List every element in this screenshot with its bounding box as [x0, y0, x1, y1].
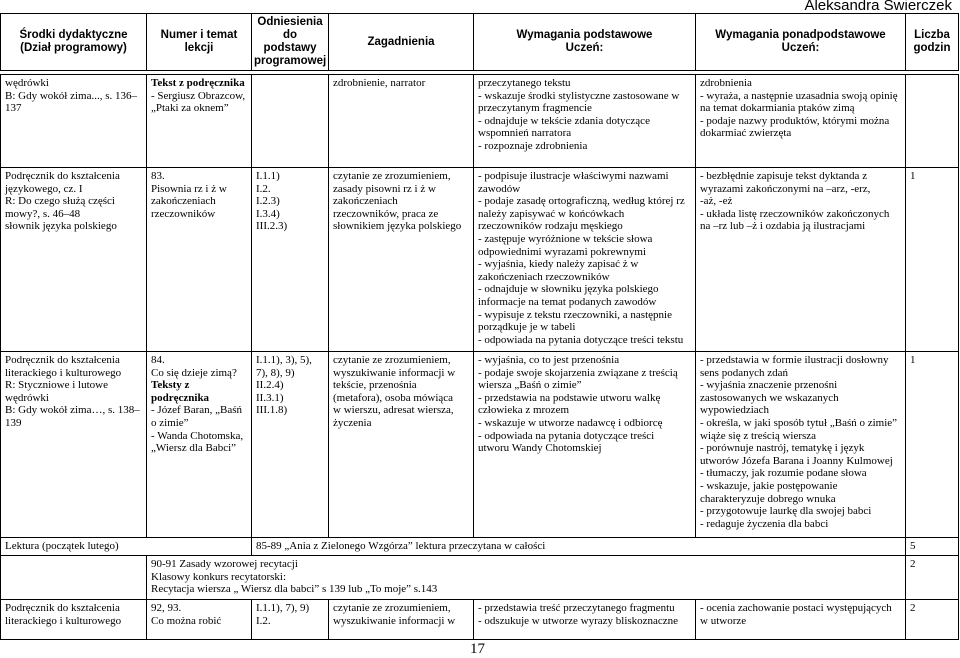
extended-req-cell-line: na temat dokarmiania ptaków zimą	[700, 102, 855, 115]
extended-req-cell-line: - wyjaśnia znaczenie przenośni	[700, 379, 838, 392]
basic-req-cell-line: - odpowiada na pytania dotyczące treści	[478, 429, 655, 442]
basic-req-cell	[474, 75, 696, 168]
basic-req-cell-line: - wypisuje z tekstu rzeczowniki, a następnie	[478, 308, 672, 321]
extended-req-cell-line: - redaguje życzenia dla babci	[700, 517, 829, 530]
hours-cell-line: 2	[910, 602, 916, 614]
extended-req-cell-line: - przygotowuje laurkę dla swojej babci	[700, 505, 872, 518]
lesson-cell-line: „Ptaki za oknem”	[151, 102, 229, 115]
basic-req-cell-line: - podpisuje ilustracje właściwymi nazwami	[478, 170, 669, 182]
extended-req-cell-line: - wyraża, a następnie uzasadnia swoją opinię	[700, 89, 898, 102]
hours-cell	[906, 352, 959, 538]
topics-cell-line: rzeczowników, praca ze	[333, 207, 439, 220]
basic-req-cell-line: - odnajduje w tekście zdania dotyczące	[478, 114, 650, 127]
lesson-cell-line: Pisownia rz i ż w	[151, 182, 227, 195]
table-row	[1, 168, 959, 352]
basic-req-cell-line: - przedstawia treść przeczytanego fragmentu	[478, 602, 675, 614]
topics-cell-line: tekście, przenośnia	[333, 379, 417, 392]
extended-req-cell-line: sens podanych zdań	[700, 366, 788, 379]
basic-req-cell-line: - wyjaśnia, co to jest przenośnia	[478, 354, 620, 366]
extended-req-cell-line: - tłumaczy, jak rozumie podane słowa	[700, 467, 867, 480]
basic-req-cell-line: - zastępuje wyróżnione w tekście słowa	[478, 232, 653, 245]
extended-req-cell-line: - wskazuje, jakie postępowanie	[700, 479, 838, 492]
topics-cell-line: słownikiem języka polskiego	[333, 220, 462, 233]
curriculum-ref-cell-line: I.1.1), 3), 5),	[256, 354, 312, 366]
materials-cell-line: B: Gdy wokół zima…, s. 138–	[5, 404, 140, 417]
curriculum-table	[0, 13, 959, 640]
materials-cell-line: B: Gdy wokół zima..., s. 136–	[5, 89, 137, 102]
extended-req-cell-line: wypowiedziach	[700, 404, 770, 417]
curriculum-ref-cell-line: I.1.1), 7), 9)	[256, 602, 310, 614]
topics-cell-line: czytanie ze zrozumieniem,	[333, 354, 451, 366]
materials-cell-line: językowego, cz. I	[5, 182, 83, 195]
basic-req-cell-line: rzeczowników rodzaju męskiego	[478, 220, 623, 233]
header-cell: Numer i temat lekcji	[147, 14, 252, 71]
extended-req-cell-line: - ocenia zachowanie postaci występujących	[700, 602, 892, 614]
extended-req-cell-line: - bezbłędnie zapisuje tekst dyktanda z	[700, 170, 868, 182]
materials-cell-line: 139	[5, 416, 22, 429]
extended-req-cell-line: utworów Józefa Barana i Joanny Kulmowej	[700, 454, 893, 467]
basic-req-cell	[474, 352, 696, 538]
curriculum-ref-cell	[252, 75, 329, 168]
curriculum-ref-cell-line: I.2.3)	[256, 195, 280, 208]
recytacja-text	[147, 556, 906, 600]
basic-req-cell-line: - wyjaśnia, kiedy należy zapisać ż w	[478, 258, 639, 271]
materials-cell	[1, 75, 147, 168]
topics-cell-line: (metafora), osoba mówiąca	[333, 391, 454, 404]
curriculum-ref-cell-line: II.2.4)	[256, 379, 284, 392]
recytacja-hours: 2	[906, 556, 959, 600]
curriculum-ref-cell-line: III.1.8)	[256, 404, 288, 417]
basic-req-cell-line: wiersza „Baśń o zimie”	[478, 379, 582, 392]
author-name: Aleksandra Swierczek	[804, 0, 952, 14]
extended-req-cell-line: wyrazami zakończonymi na –arz, -erz,	[700, 182, 871, 195]
materials-cell-line: mowy?, s. 46–48	[5, 207, 81, 220]
topics-cell-line: zdrobnienie, narrator	[333, 77, 426, 89]
curriculum-ref-cell-line: II.3.1)	[256, 391, 284, 404]
extended-req-cell-line: -aż, -eż	[700, 195, 733, 208]
topics-cell	[329, 352, 474, 538]
basic-req-cell-line: informacje na temat podanych zawodów	[478, 295, 657, 308]
basic-req-cell-line: - podaje swoje skojarzenia związane z treścią	[478, 366, 678, 379]
extended-req-cell-line: - przedstawia w formie ilustracji dosłowny	[700, 354, 889, 366]
materials-cell	[1, 168, 147, 352]
basic-req-cell-line: - odszukuje w utworze wyrazy bliskoznaczne	[478, 614, 679, 627]
hours-cell	[906, 600, 959, 640]
curriculum-ref-cell-line: I.2.	[256, 614, 271, 627]
recytacja-line: Klasowy konkurs recytatorski:	[151, 570, 287, 583]
header-row	[1, 14, 959, 71]
extended-req-cell-line: w utworze	[700, 614, 747, 627]
topics-cell	[329, 168, 474, 352]
materials-cell-line: R: Do czego służą części	[5, 195, 115, 208]
basic-req-cell-line: - przedstawia na podstawie utworu walkę	[478, 391, 661, 404]
recytacja-line: Recytacja wiersza „ Wiersz dla babci” s 139 lub „To moje” s.143	[151, 583, 438, 596]
extended-req-cell	[696, 75, 906, 168]
hours-cell	[906, 75, 959, 168]
extended-req-cell-line: - podaje nazwy produktów, którymi można	[700, 114, 890, 127]
basic-req-cell-line: odpowiednimi wyrazami pokrewnymi	[478, 245, 647, 258]
lesson-cell-line: Co można robić	[151, 614, 222, 627]
materials-cell-line: 137	[5, 102, 22, 115]
materials-cell	[1, 352, 147, 538]
lesson-cell-line: „Wiersz dla Babci”	[151, 442, 237, 455]
materials-cell-line: wędrówki	[5, 391, 49, 404]
extended-req-cell-line: dokarmiać zwierzęta	[700, 127, 792, 140]
basic-req-cell-line: wspomnień narratora	[478, 127, 572, 140]
lesson-cell-line: Teksty z	[151, 379, 190, 392]
materials-cell-line: R: Styczniowe i lutowe	[5, 379, 108, 392]
header-cell: Wymagania podstawowe Uczeń:	[474, 14, 696, 71]
topics-cell-line: zakończeniach	[333, 195, 398, 208]
basic-req-cell-line: - odpowiada na pytania dotyczące treści tekstu	[478, 333, 684, 346]
topics-cell-line: czytanie ze zrozumieniem,	[333, 170, 451, 182]
table-row	[1, 75, 959, 168]
extended-req-cell-line: zdrobnienia	[700, 77, 752, 89]
materials-cell-line: słownik języka polskiego	[5, 220, 117, 233]
basic-req-cell	[474, 168, 696, 352]
lesson-cell-line: o zimie”	[151, 416, 189, 429]
topics-cell-line: wyszukiwanie informacji w	[333, 614, 456, 627]
extended-req-cell-line: na –rz lub –ż i ozdabia ją ilustracjami	[700, 220, 866, 233]
materials-cell-line: literackiego i kulturowego	[5, 366, 122, 379]
hours-cell	[906, 168, 959, 352]
curriculum-ref-cell-line: 7), 8), 9)	[256, 366, 295, 379]
lesson-cell-line: 83.	[151, 170, 165, 182]
basic-req-cell-line: porządkuje je w tabeli	[478, 321, 576, 334]
lesson-cell-line: zakończeniach	[151, 195, 216, 208]
basic-req-cell-line: - podaje zasadę ortograficzną, według której rz	[478, 195, 685, 208]
lesson-cell-line: podręcznika	[151, 391, 210, 404]
materials-cell	[1, 600, 147, 640]
lesson-cell-line: Tekst z podręcznika	[151, 77, 245, 89]
topics-cell-line: czytanie ze zrozumieniem,	[333, 602, 451, 614]
curriculum-ref-cell	[252, 168, 329, 352]
lesson-cell	[147, 168, 252, 352]
basic-req-cell-line: przeczytanego tekstu	[478, 77, 571, 89]
hours-cell-line: 1	[910, 170, 916, 182]
curriculum-ref-cell-line: III.2.3)	[256, 220, 288, 233]
page-number: 17	[470, 641, 485, 657]
table-row	[1, 600, 959, 640]
materials-cell-line: literackiego i kulturowego	[5, 614, 122, 627]
lesson-cell-line: - Sergiusz Obrazcow,	[151, 89, 246, 102]
materials-cell-line: Podręcznik do kształcenia	[5, 170, 120, 182]
extended-req-cell-line: - porównuje nastrój, tematykę i język	[700, 442, 865, 455]
basic-req-cell-line: przeczytanym fragmencie	[478, 102, 592, 115]
lesson-cell-line: 92, 93.	[151, 602, 182, 614]
lektura-text: 85-89 „Ania z Zielonego Wzgórza” lektura przeczytana w całości	[252, 538, 906, 556]
header-cell: Liczba godzin	[906, 14, 959, 71]
curriculum-ref-cell-line: I.1.1)	[256, 170, 280, 182]
curriculum-ref-cell	[252, 352, 329, 538]
basic-req-cell-line: zakończeniach rzeczowników	[478, 270, 610, 283]
lesson-cell	[147, 352, 252, 538]
header-cell: Środki dydaktyczne (Dział programowy)	[1, 14, 147, 71]
extended-req-cell-line: charakteryzuje dobrego wnuka	[700, 492, 836, 505]
basic-req-cell-line: - odnajduje w słowniku języka polskiego	[478, 283, 659, 296]
extended-req-cell-line: wiąże się z treścią wiersza	[700, 429, 817, 442]
curriculum-ref-cell-line: I.3.4)	[256, 207, 280, 220]
basic-req-cell-line: - wskazuje w utworze nadawcę i odbiorcę	[478, 416, 663, 429]
basic-req-cell-line: zawodów	[478, 182, 521, 195]
extended-req-cell	[696, 352, 906, 538]
topics-cell-line: wyszukiwanie informacji w	[333, 366, 456, 379]
extended-req-cell-line: - układa listę rzeczowników zakończonych	[700, 207, 890, 220]
topics-cell	[329, 600, 474, 640]
lektura-row	[1, 538, 959, 556]
header-cell: Odniesienia do podstawy programowej	[252, 14, 329, 71]
materials-cell-line: wędrówki	[5, 77, 49, 89]
lesson-cell-line: Co się dzieje zimą?	[151, 366, 237, 379]
recytacja-line: 90-91 Zasady wzorowej recytacji	[151, 558, 298, 570]
lektura-hours: 5	[906, 538, 959, 556]
recytacja-row	[1, 556, 959, 600]
extended-req-cell-line: - określa, w jaki sposób tytuł „Baśń o zimie”	[700, 416, 898, 429]
topics-cell-line: w wierszu, adresat wiersza,	[333, 404, 454, 417]
lesson-cell-line: 84.	[151, 354, 165, 366]
materials-cell-line: Podręcznik do kształcenia	[5, 354, 120, 366]
lesson-cell-line: - Józef Baran, „Baśń	[151, 404, 243, 417]
extended-req-cell	[696, 168, 906, 352]
extended-req-cell	[696, 600, 906, 640]
lektura-label: Lektura (początek lutego)	[1, 538, 252, 556]
extended-req-cell-line: zastosowanych we wskazanych	[700, 391, 839, 404]
lesson-cell-line: - Wanda Chotomska,	[151, 429, 244, 442]
topics-cell	[329, 75, 474, 168]
basic-req-cell-line: człowieka z mrozem	[478, 404, 570, 417]
hours-cell-line: 1	[910, 354, 916, 366]
table-row	[1, 352, 959, 538]
curriculum-ref-cell-line: I.2.	[256, 182, 271, 195]
lesson-cell-line: rzeczowników	[151, 207, 216, 220]
header-cell: Wymagania ponadpodstawowe Uczeń:	[696, 14, 906, 71]
lesson-cell	[147, 75, 252, 168]
topics-cell-line: zasady pisowni rz i ż w	[333, 182, 436, 195]
basic-req-cell-line: - rozpoznaje zdrobnienia	[478, 139, 588, 152]
lesson-cell	[147, 600, 252, 640]
header-cell: Zagadnienia	[329, 14, 474, 71]
basic-req-cell	[474, 600, 696, 640]
basic-req-cell-line: - wskazuje środki stylistyczne zastosowane w	[478, 89, 680, 102]
materials-cell-line: Podręcznik do kształcenia	[5, 602, 120, 614]
topics-cell-line: życzenia	[333, 416, 372, 429]
curriculum-ref-cell	[252, 600, 329, 640]
basic-req-cell-line: utworu Wandy Chotomskiej	[478, 442, 602, 455]
basic-req-cell-line: należy zapisywać w końcówkach	[478, 207, 625, 220]
